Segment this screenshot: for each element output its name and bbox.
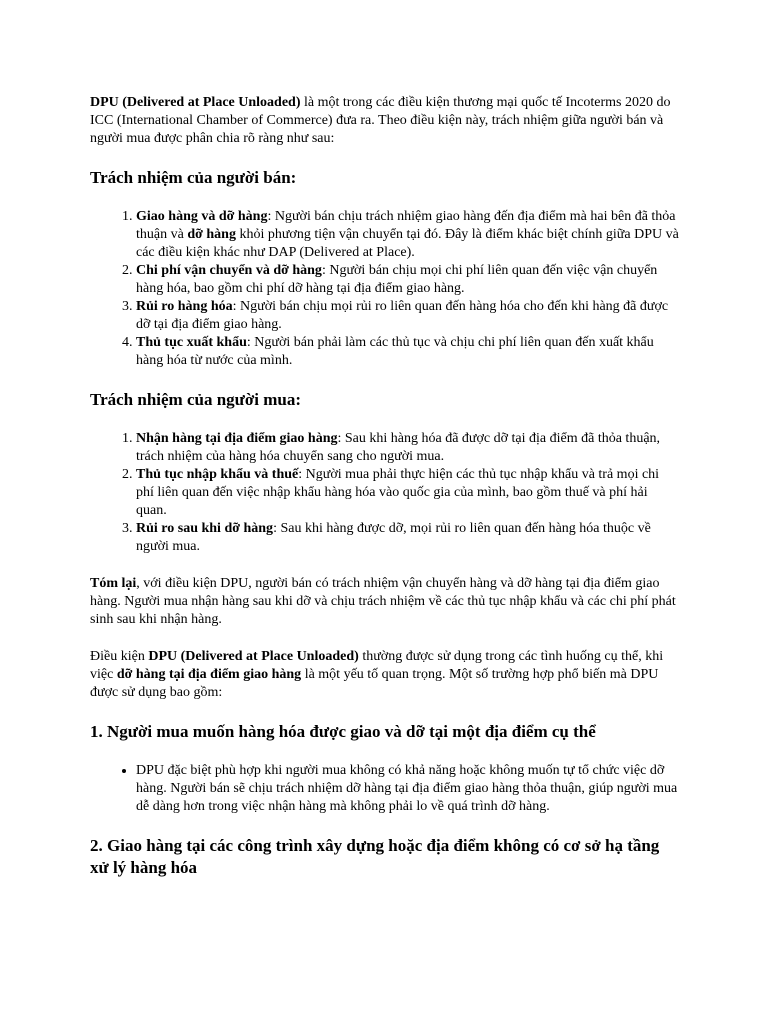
list-item: • DPU đặc biệt phù hợp khi người mua không có khả năng hoặc không muốn tự tổ chức việc dỡ hàng. Người bán sẽ chịu trách nhiệm dỡ hàng tại địa điểm giao hàng thỏa thuận, giúp người mua dễ dàng hơn trong việc nhận hàng mà không phải lo về quá trình dỡ hàng. [136, 762, 680, 816]
list-item [136, 208, 680, 262]
item-text: : Người bán chịu mọi rủi ro liên quan đến hàng hóa cho đến khi hàng đã được dỡ tại địa điểm giao hàng. [136, 299, 669, 332]
list-item [136, 520, 680, 556]
item-text: : Sau khi hàng hóa đã được dỡ tại địa điểm đã thỏa thuận, trách nhiệm của hàng hóa chuyển sang cho người mua. [136, 431, 661, 464]
item-text: : Sau khi hàng được dỡ, mọi rủi ro liên quan đến hàng hóa thuộc về người mua. [136, 521, 651, 554]
item-text: : Người mua phải thực hiện các thủ tục nhập khẩu và trả mọi chi phí liên quan đến việc nhập khẩu hàng hóa vào quốc gia của mình, bao gồm thuế và phí hải quan. [136, 467, 660, 518]
usage-emphasis: dỡ hàng tại địa điểm giao hàng [116, 667, 302, 682]
item-title: Giao hàng và dỡ hàng [136, 209, 268, 224]
seller-heading: Trách nhiệm của người bán: [90, 168, 297, 187]
item-emphasis: dỡ hàng [187, 227, 236, 242]
summary-term: Tóm lại [90, 576, 137, 591]
item-text: : Người bán chịu mọi chi phí liên quan đến việc vận chuyển hàng hóa, bao gồm chi phí dỡ hàng tại địa điểm giao hàng. [136, 263, 658, 296]
intro-paragraph [90, 94, 680, 148]
list-item [136, 334, 680, 370]
case2-heading: 2. Giao hàng tại các công trình xây dựng hoặc địa điểm không có cơ sở hạ tầng xử lý hàng hóa [90, 836, 660, 877]
usage-text: là một yếu tố quan trọng. Một số trường hợp phổ biến mà DPU được sử dụng bao gồm: [90, 667, 659, 700]
seller-list [90, 208, 680, 370]
list-item [136, 430, 680, 466]
usage-text: thường được sử dụng trong các tình huống cụ thể, khi việc [90, 649, 664, 682]
item-text: : Người bán chịu trách nhiệm giao hàng đến địa điểm mà hai bên đã thỏa thuận và [136, 209, 676, 242]
item-title: Nhận hàng tại địa điểm giao hàng [136, 431, 338, 446]
list-item [136, 262, 680, 298]
item-title: Thủ tục nhập khẩu và thuế [136, 467, 299, 482]
buyer-list [90, 430, 680, 556]
list-item [136, 298, 680, 334]
item-text: khỏi phương tiện vận chuyển tại đó. Đây là điểm khác biệt chính giữa DPU và các điều kiện khác như DAP (Delivered at Place). [136, 227, 679, 260]
buyer-heading: Trách nhiệm của người mua: [90, 390, 302, 409]
usage-text: Điều kiện [90, 649, 149, 664]
usage-paragraph [90, 648, 680, 702]
usage-term: DPU (Delivered at Place Unloaded) [148, 649, 359, 664]
case1-heading: 1. Người mua muốn hàng hóa được giao và dỡ tại một địa điểm cụ thể [90, 722, 596, 741]
case1-list [90, 762, 680, 816]
item-title: Rủi ro sau khi dỡ hàng [136, 521, 274, 536]
summary-text: , với điều kiện DPU, người bán có trách nhiệm vận chuyển hàng và dỡ hàng tại địa điểm giao hàng. Người mua nhận hàng sau khi dỡ và chịu trách nhiệm về các thủ tục nhập khẩu và các chi phí phát sinh sau khi nhận hàng. [90, 576, 676, 627]
item-title: Thủ tục xuất khẩu [136, 335, 247, 350]
list-item [136, 466, 680, 520]
item-text: : Người bán phải làm các thủ tục và chịu chi phí liên quan đến xuất khẩu hàng hóa từ nước của mình. [136, 335, 654, 368]
summary-paragraph [90, 575, 680, 629]
item-title: Rủi ro hàng hóa [136, 299, 233, 314]
intro-text: là một trong các điều kiện thương mại quốc tế Incoterms 2020 do ICC (International Chamber of Commerce) đưa ra. Theo điều kiện này, trách nhiệm giữa người bán và người mua được phân chia rõ ràng như sau: [90, 95, 671, 146]
item-title: Chi phí vận chuyển và dỡ hàng [136, 263, 322, 278]
intro-term: DPU (Delivered at Place Unloaded) [90, 95, 301, 110]
